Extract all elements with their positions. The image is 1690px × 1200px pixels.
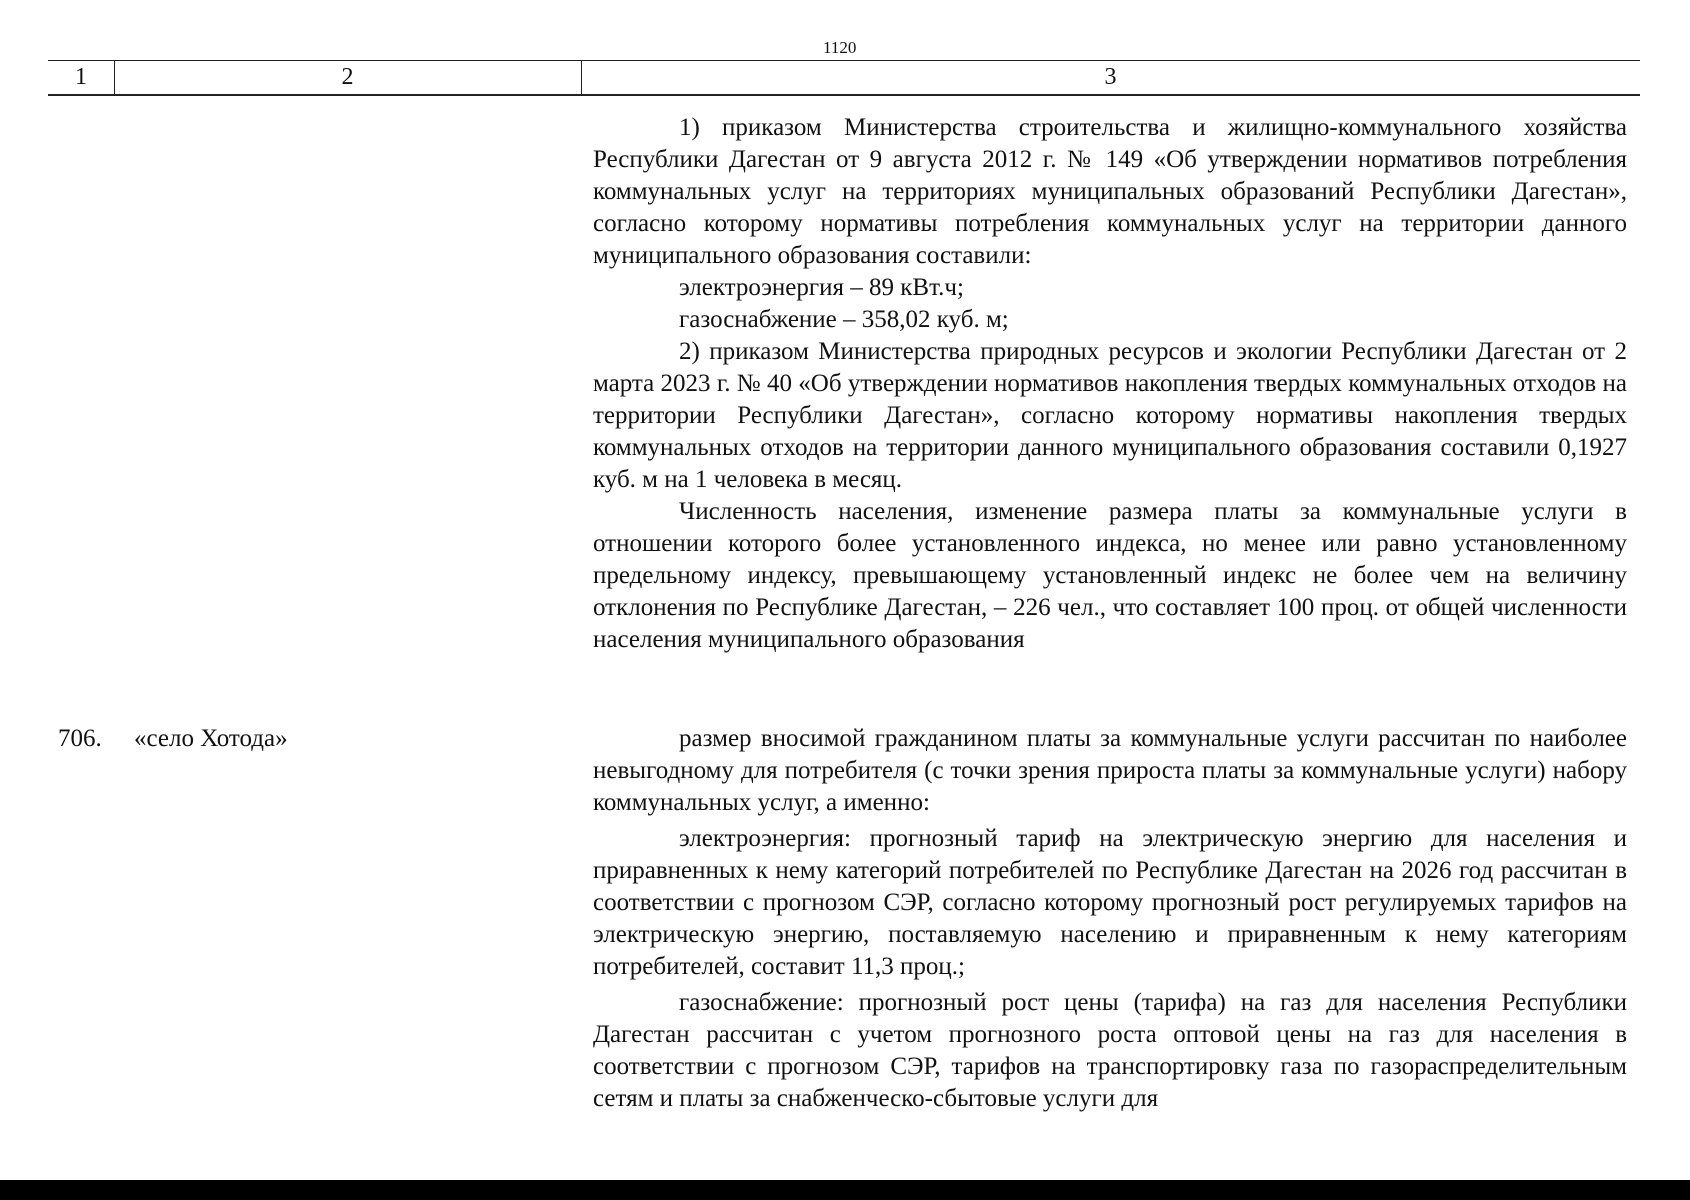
paragraph-order-1: 1) приказом Министерства строительства и жилищно-коммунального хозяйства Республики Дагестан от 9 августа 2012 г. № 149 «Об утверждении нормативов потребления коммунальных услуг на территориях муниципальных образований Республики Дагестан», согласно которому нормативы потребления коммунальных услуг на территории данного муниципального образования составили: (593, 114, 1627, 269)
table-header-bottom-rule (48, 94, 1640, 96)
scan-bottom-edge (0, 1180, 1690, 1200)
column-header-1: 1 (75, 64, 87, 90)
entry-number: 706. (58, 725, 102, 752)
paragraph-payment-size: размер вносимой гражданином платы за коммунальные услуги рассчитан по наиболее невыгодному для потребителя (с точки зрения прироста платы за коммунальные услуги) набору коммунальных услуг, а именно: (593, 725, 1627, 816)
paragraph-electricity-tariff: электроэнергия: прогнозный тариф на электрическую энергию для населения и приравненных к нему категорий потребителей по Республике Дагестан на 2026 год рассчитан в соответствии с прогнозом СЭР, согласно которому прогнозный рост регулируемых тарифов на электрическую энергию, поставляемую населению и приравненным к нему категориям потребителей, составит 11,3 проц.; (593, 825, 1627, 980)
page-number: 1120 (823, 38, 857, 57)
text-block-top (593, 112, 1627, 656)
paragraph-order-2: 2) приказом Министерства природных ресурсов и экологии Республики Дагестан от 2 марта 2023 г. № 40 «Об утверждении нормативов накопления твердых коммунальных отходов на территории Республики Дагестан», согласно которому нормативы накопления твердых коммунальных отходов на территории данного муниципального образования составили 0,1927 куб. м на 1 человека в месяц. (593, 338, 1627, 493)
paragraph-electricity-norm: электроэнергия – 89 кВт.ч; (679, 274, 964, 301)
column-header-2: 2 (341, 64, 354, 90)
entry-name: «село Хотода» (134, 725, 288, 752)
table-top-rule (48, 60, 1640, 61)
paragraph-gas-tariff: газоснабжение: прогнозный рост цены (тарифа) на газ для населения Республики Дагестан рассчитан с учетом прогнозного роста оптовой цены на газ для населения в соответствии с прогнозом СЭР, тарифов на транспортировку газа по газораспределительным сетям и платы за снабженческо-сбытовые услуги для (593, 989, 1627, 1112)
paragraph-population: Численность населения, изменение размера платы за коммунальные услуги в отношении которого более установленного индекса, но менее или равно установленному предельному индексу, превышающему установленный индекс не более чем на величину отклонения по Республике Дагестан, – 226 чел., что составляет 100 проц. от общей численности населения муниципального образования (593, 498, 1627, 653)
text-block-bottom (593, 723, 1627, 1115)
paragraph-gas-norm: газоснабжение – 358,02 куб. м; (679, 306, 1009, 333)
column-header-3: 3 (1104, 64, 1117, 90)
table-row-entry (58, 723, 288, 755)
